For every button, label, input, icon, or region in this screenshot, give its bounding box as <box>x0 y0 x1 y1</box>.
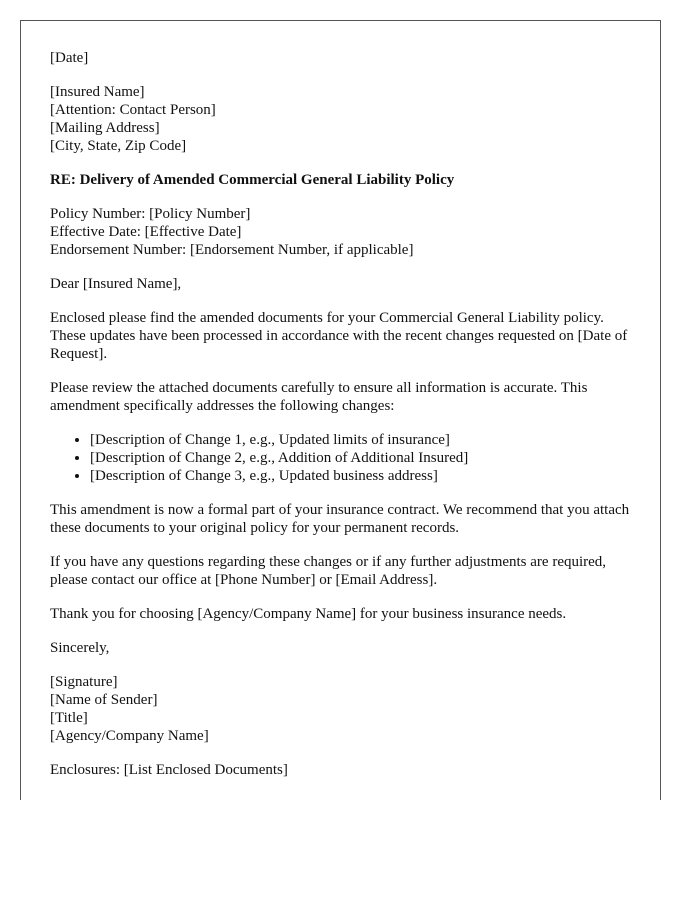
policy-info <box>50 205 640 259</box>
letter-page <box>20 20 661 800</box>
sender-title: [Title] <box>50 710 88 726</box>
paragraph-questions: If you have any questions regarding these changes or if any further adjustments are required, please contact our office at [Phone Number] or [Email Address]. <box>50 554 607 588</box>
enclosures-line: Enclosures: [List Enclosed Documents] <box>50 762 288 778</box>
paragraph-formal-part: This amendment is now a formal part of your insurance contract. We recommend that you attach these documents to your original policy for your permanent records. <box>50 502 630 536</box>
signature-line: [Signature] <box>50 674 118 690</box>
paragraph-review: Please review the attached documents carefully to ensure all information is accurate. This amendment specifically addresses the following changes: <box>50 380 588 414</box>
changes-list <box>50 431 640 485</box>
policy-number: Policy Number: [Policy Number] <box>50 206 251 222</box>
list-item: • [Description of Change 2, e.g., Addition of Additional Insured] <box>90 449 640 467</box>
list-item: • [Description of Change 1, e.g., Updated limits of insurance] <box>90 431 640 449</box>
salutation: Dear [Insured Name], <box>50 276 182 292</box>
sender-name: [Name of Sender] <box>50 692 158 708</box>
date-text: [Date] <box>50 50 89 66</box>
list-item: • [Description of Change 3, e.g., Updated business address] <box>90 467 640 485</box>
recipient-address <box>50 83 640 155</box>
subject-line: RE: Delivery of Amended Commercial General Liability Policy <box>50 172 455 188</box>
letter-body <box>50 49 640 795</box>
paragraph-thank-you: Thank you for choosing [Agency/Company Name] for your business insurance needs. <box>50 606 567 622</box>
closing: Sincerely, <box>50 640 110 656</box>
recipient-city-state-zip: [City, State, Zip Code] <box>50 138 187 154</box>
recipient-mailing-address: [Mailing Address] <box>50 120 160 136</box>
recipient-name: [Insured Name] <box>50 84 145 100</box>
sender-company: [Agency/Company Name] <box>50 728 209 744</box>
letter-date <box>50 49 640 67</box>
recipient-attention: [Attention: Contact Person] <box>50 102 216 118</box>
endorsement-number: Endorsement Number: [Endorsement Number, if applicable] <box>50 242 414 258</box>
effective-date: Effective Date: [Effective Date] <box>50 224 242 240</box>
signature-block <box>50 673 640 745</box>
paragraph-enclosed: Enclosed please find the amended documents for your Commercial General Liability policy. These updates have been processed in accordance with the recent changes requested on [Date of Request]. <box>50 310 628 362</box>
